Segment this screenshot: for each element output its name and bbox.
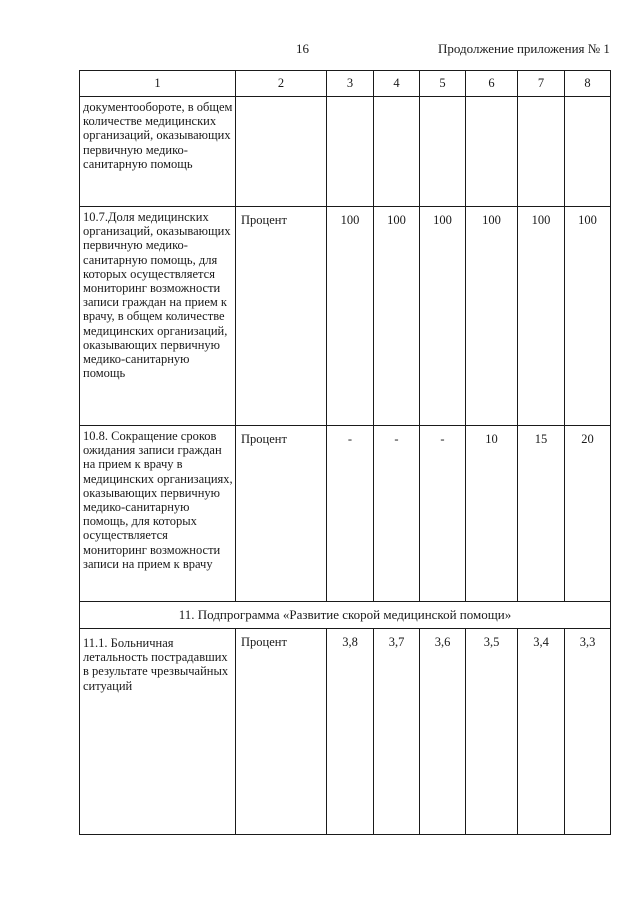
- value-cell: [374, 97, 420, 207]
- table-header-row: [80, 71, 611, 97]
- value-cell: 100: [565, 207, 611, 426]
- value-cell: 3,3: [565, 629, 611, 835]
- unit-cell: Процент: [236, 629, 327, 835]
- appendix-continuation-label: Продолжение приложения № 1: [438, 41, 610, 56]
- table-row: [80, 207, 611, 426]
- column-header: 5: [420, 71, 466, 97]
- unit-cell: Процент: [236, 426, 327, 602]
- value-cell: -: [327, 426, 374, 602]
- column-header: 6: [466, 71, 518, 97]
- value-cell: 3,7: [374, 629, 420, 835]
- value-cell: [565, 97, 611, 207]
- value-cell: 10: [466, 426, 518, 602]
- section-title: 11. Подпрограмма «Развитие скорой медицинской помощи»: [80, 602, 611, 629]
- indicator-cell: 11.1. Больничная летальность пострадавших в результате чрезвычайных ситуаций: [80, 629, 236, 835]
- column-header: 2: [236, 71, 327, 97]
- value-cell: 20: [565, 426, 611, 602]
- column-header: 3: [327, 71, 374, 97]
- value-cell: 100: [420, 207, 466, 426]
- table-row: [80, 629, 611, 835]
- column-header: 8: [565, 71, 611, 97]
- column-header: 7: [518, 71, 565, 97]
- value-cell: 100: [518, 207, 565, 426]
- section-header-row: [80, 602, 611, 629]
- value-cell: 15: [518, 426, 565, 602]
- value-cell: 3,6: [420, 629, 466, 835]
- value-cell: [518, 97, 565, 207]
- unit-cell: [236, 97, 327, 207]
- value-cell: 100: [374, 207, 420, 426]
- table-row: [80, 426, 611, 602]
- value-cell: 100: [327, 207, 374, 426]
- value-cell: 3,8: [327, 629, 374, 835]
- indicators-table: [79, 70, 611, 835]
- column-header: 4: [374, 71, 420, 97]
- value-cell: 3,4: [518, 629, 565, 835]
- value-cell: -: [374, 426, 420, 602]
- indicator-cell: документообороте, в общем количестве медицинских организаций, оказывающих первичную медико-санитарную помощь: [80, 97, 236, 207]
- value-cell: [466, 97, 518, 207]
- value-cell: 3,5: [466, 629, 518, 835]
- indicator-cell: 10.8. Сокращение сроков ожидания записи граждан на прием к врачу в медицинских организациях, оказывающих первичную медико-санитарную помощь, для которых осуществляется мониторинг возможности записи на прием к врачу: [80, 426, 236, 602]
- page-number: 16: [296, 41, 309, 56]
- value-cell: [420, 97, 466, 207]
- indicator-cell: 10.7.Доля медицинских организаций, оказывающих первичную медико-санитарную помощь, для которых осуществляется мониторинг возможности записи граждан на прием к врачу, в общем количестве медицинских организаций, оказывающих первичную медико-санитарную помощь: [80, 207, 236, 426]
- column-header: 1: [80, 71, 236, 97]
- value-cell: [327, 97, 374, 207]
- table-row: [80, 97, 611, 207]
- value-cell: -: [420, 426, 466, 602]
- unit-cell: Процент: [236, 207, 327, 426]
- value-cell: 100: [466, 207, 518, 426]
